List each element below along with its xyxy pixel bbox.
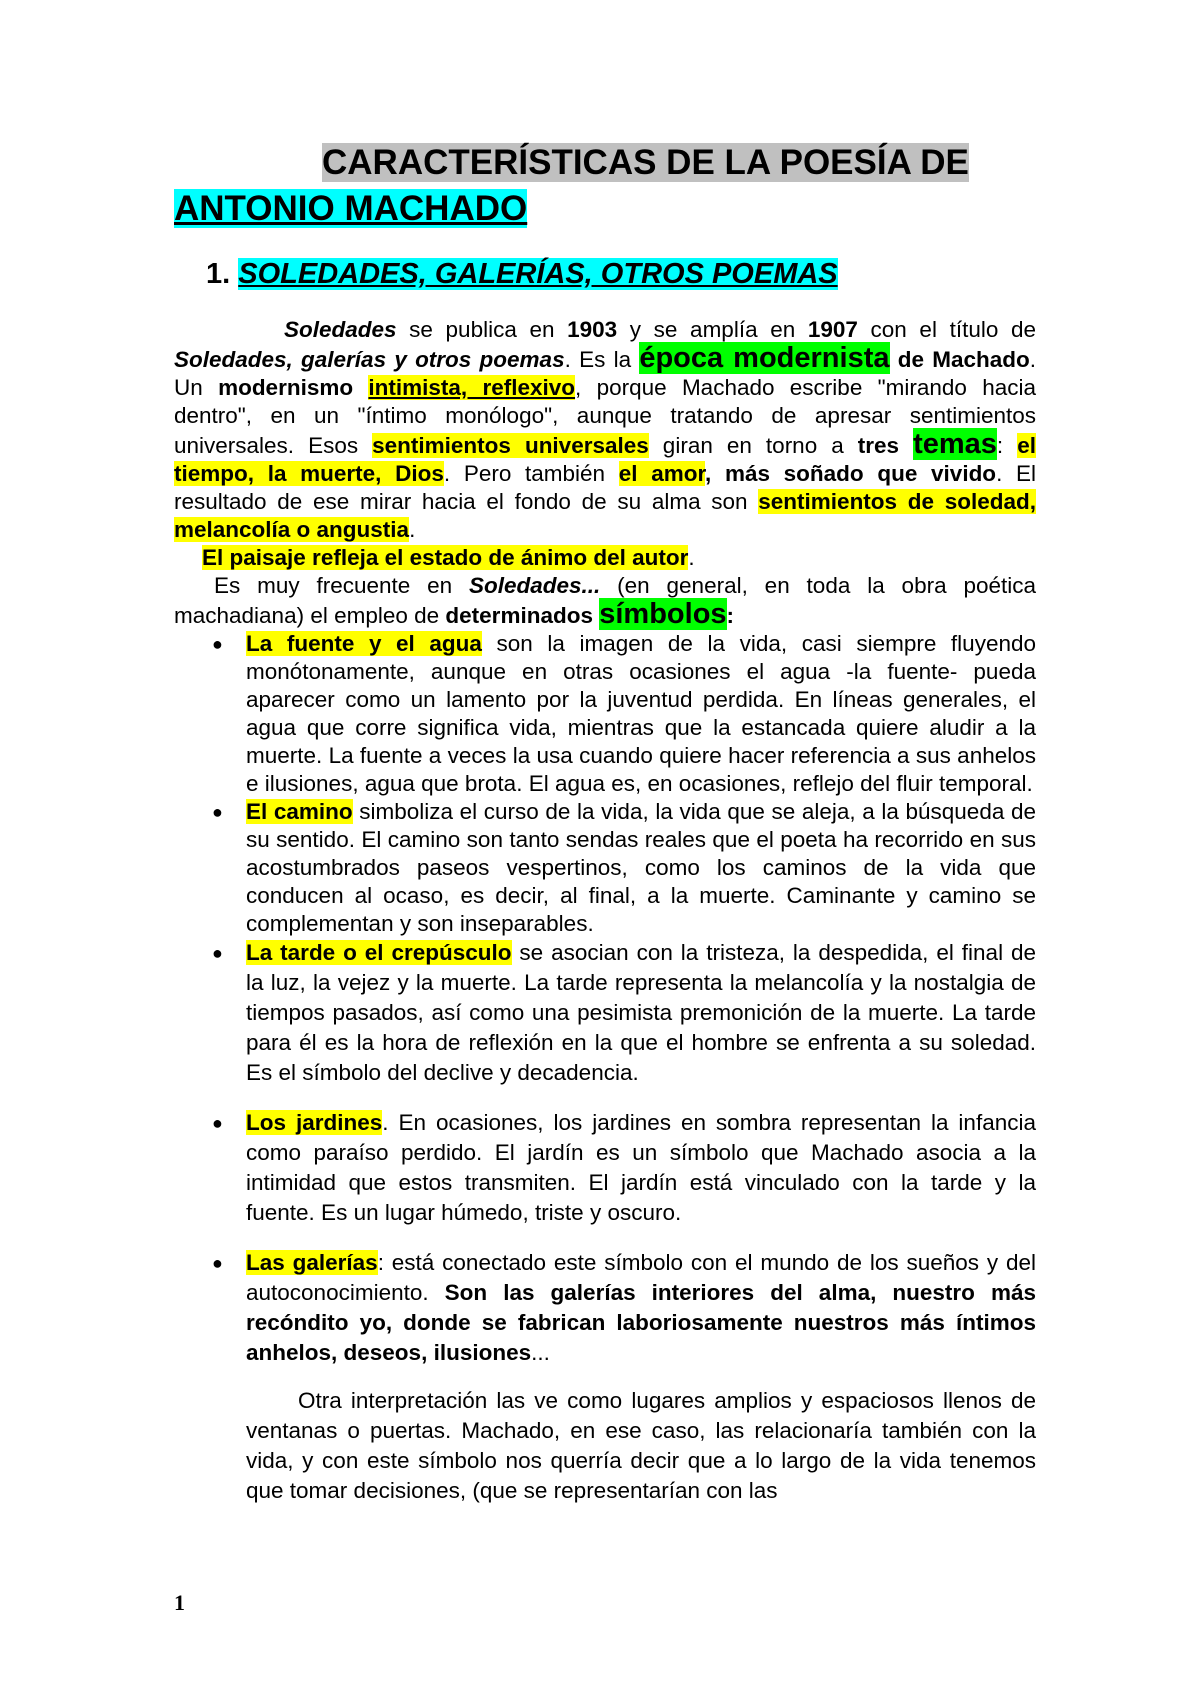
bullet-icon: ● bbox=[212, 634, 223, 654]
document-body bbox=[174, 140, 1036, 1506]
paragraph-interpretation: Otra interpretación las ve como lugares amplios y espaciosos llenos de ventanas o puertas. Machado, en ese caso, las relacionaría también con la vida, y con este símbolo nos querría decir que a lo largo de la vida tenemos que tomar decisiones, (que se representarían con las bbox=[246, 1388, 1036, 1503]
list-item: ● Las galerías: está conectado este símbolo con el mundo de los sueños y del autoconocimiento. Son las galerías interiores del alma, nuestro más recóndito yo, donde se fabrican laboriosamente nuestros más íntimos anhelos, deseos, ilusiones... bbox=[212, 1250, 1037, 1365]
list-item: ● La fuente y el agua son la imagen de la vida, casi siempre fluyendo monótonamente, aunque en otras ocasiones el agua -la fuente- pueda aparecer como un lamento por la juventud perdida. En líneas generales, el agua que corre significa vida, mientras que la estancada quiere aludir a la muerte. La fuente a veces la usa cuando quiere hacer referencia a sus anhelos e ilusiones, agua que brota. El agua es, en ocasiones, reflejo del fluir temporal. bbox=[212, 631, 1036, 796]
bullet-icon: ● bbox=[212, 802, 223, 822]
section-heading bbox=[206, 254, 1036, 294]
paragraph-symbols-intro: Es muy frecuente en Soledades... (en general, en toda la obra poética machadiana) el empleo de determinados símbolos: bbox=[174, 573, 1036, 630]
list-item: ● Los jardines. En ocasiones, los jardines en sombra representan la infancia como paraíso perdido. El jardín es un símbolo que Machado asocia a la intimidad que estos transmiten. El jardín está vinculado con la tarde y la fuente. Es un lugar húmedo, triste y oscuro. bbox=[212, 1110, 1036, 1225]
title-line-1: CARACTERÍSTICAS DE LA POESÍA DE bbox=[322, 143, 969, 182]
symbols-list bbox=[174, 630, 1036, 1368]
title-line-2: ANTONIO MACHADO bbox=[174, 189, 528, 228]
list-item: ● La tarde o el crepúsculo se asocian con la tristeza, la despedida, el final de la luz, la vejez y la muerte. La tarde representa la melancolía y la nostalgia de tiempos pasados, así como una pesimista premonición de la muerte. La tarde para él es la hora de reflexión en la que el hombre se enfrenta a su soledad. Es el símbolo del declive y decadencia. bbox=[212, 940, 1037, 1085]
section-number: 1. bbox=[206, 258, 231, 290]
paragraph-intro: Soledades se publica en 1903 y se amplía en 1907 con el título de Soledades, galerías y otros poemas. Es la época modernista de Machado. Un modernismo intimista, reflexivo, porque Machado escribe "mirando hacia dentro", en un "íntimo monólogo", aunque tratando de apresar sentimientos universales. Esos sentimientos universales giran en torno a tres temas: el tiempo, la muerte, Dios. Pero también el amor, más soñado que vivido. El resultado de ese mirar hacia el fondo de su alma son sentimientos de soledad, melancolía o angustia. bbox=[174, 317, 1037, 542]
page-title bbox=[174, 140, 1036, 232]
bullet-icon: ● bbox=[212, 943, 223, 963]
page-number: 1 bbox=[174, 1590, 185, 1615]
paragraph-landscape: El paisaje refleja el estado de ánimo del autor. bbox=[202, 545, 695, 570]
section-title: SOLEDADES, GALERÍAS, OTROS POEMAS bbox=[238, 258, 838, 290]
bullet-icon: ● bbox=[212, 1113, 223, 1133]
list-item: ● El camino simboliza el curso de la vida, la vida que se aleja, a la búsqueda de su sentido. El camino son tanto sendas reales que el poeta ha recorrido en sus acostumbrados paseos vespertinos, como los caminos de la vida que conducen al ocaso, es decir, al final, a la muerte. Caminante y camino se complementan y son inseparables. bbox=[212, 799, 1036, 936]
bullet-icon: ● bbox=[212, 1253, 223, 1273]
